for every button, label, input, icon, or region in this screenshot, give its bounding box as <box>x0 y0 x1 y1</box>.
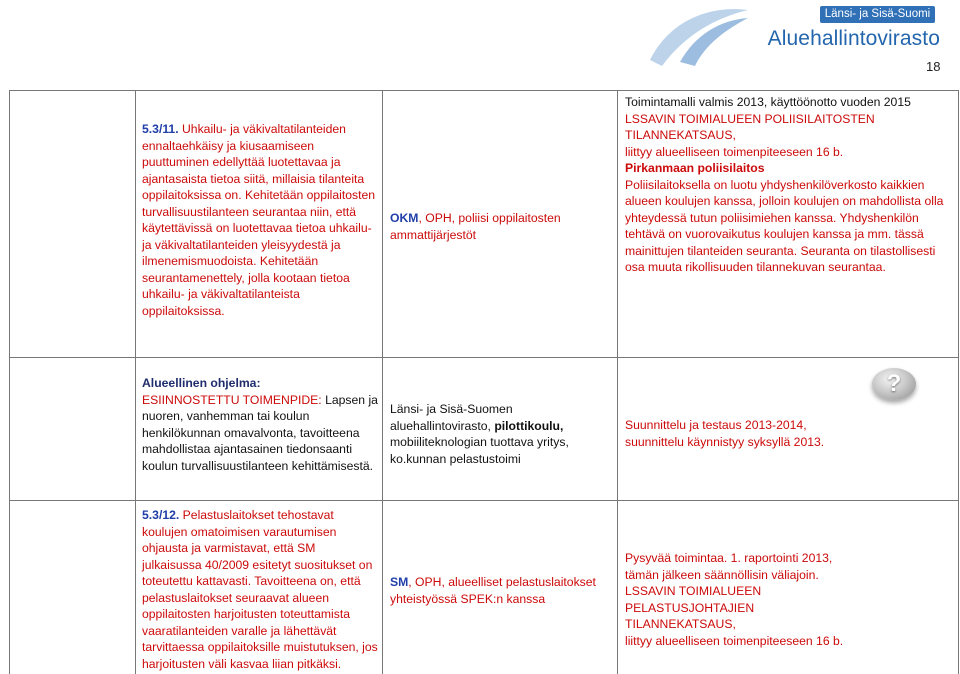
row3-status-cell <box>625 550 865 649</box>
row1-measure-cell <box>142 121 378 319</box>
page-number: 18 <box>926 59 941 74</box>
row1-status-cell <box>625 94 955 276</box>
row2-status-cell <box>625 417 865 450</box>
highlighted-measure: ESIINNOSTETTU TOIMENPIDE: <box>142 392 322 407</box>
responsible-lead: SM <box>390 575 409 589</box>
responsible-text-cont: mobiiliteknologian tuottava yritys, ko.kunnan pelastustoimi <box>390 435 569 466</box>
measure-id: 5.3/11. <box>142 122 179 136</box>
row3-responsible-cell <box>390 574 612 607</box>
responsible-text: , OPH, alueelliset pelastuslaitokset yhteistyössä SPEK:n kanssa <box>390 575 596 606</box>
status-text: Suunnittelu ja testaus 2013-2014, suunnittelu käynnistyy syksyllä 2013. <box>625 418 825 449</box>
measure-text: Pelastuslaitokset tehostavat koulujen omatoimisen varautumisen ohjausta ja varmistavat, että SM julkaisussa 40/2009 esitetyt suositukset on toteutettu kattavasti. Tavoitteena on, että pelastuslaitokset seuraavat alueen oppilaitosten harjoitusten toteuttamista vaaratilanteiden varalle ja lähettävät tarvittaessa oppilaitoksille muistutuksen, jos harjoitusten väli kasvaa liian pitkäksi. <box>142 508 378 671</box>
table-column-divider <box>382 90 383 674</box>
status-red-heading: LSSAVIN TOIMIALUEEN POLIISILAITOSTEN TILANNEKATSAUS, <box>625 111 875 142</box>
row1-responsible-cell <box>390 210 610 243</box>
row2-measure-cell <box>142 375 378 474</box>
status-intro: Pysyvää toimintaa. 1. raportointi 2013, tämän jälkeen säännöllisin väliajoin. <box>625 551 833 582</box>
status-red-heading: LSSAVIN TOIMIALUEEN PELASTUSJOHTAJIEN TILANNEKATSAUS, <box>625 584 762 631</box>
table-column-divider <box>617 90 618 674</box>
measure-text: Lapsen ja nuoren, vanhemman tai koulun henkilökunnan omavalvonta, tavoitteena mahdollistaa ajantasainen tiedonsaanti koulun turvallisuustilanteen kehittämisestä. <box>142 392 378 473</box>
table-row-divider <box>9 357 959 358</box>
status-link-note: liittyy alueelliseen toimenpiteeseen 16 b. <box>625 144 844 159</box>
row2-responsible-cell <box>390 401 612 467</box>
responsible-lead: OKM <box>390 211 419 225</box>
question-mark-icon: ? <box>872 368 916 400</box>
responsible-text: Länsi- ja Sisä-Suomen aluehallintovirasto, <box>390 402 513 433</box>
measure-id: 5.3/12. <box>142 508 180 522</box>
table-border-left <box>9 90 10 674</box>
row3-measure-cell <box>142 507 378 672</box>
responsible-bold: pilottikoulu, <box>494 418 564 433</box>
table-border-right <box>958 90 959 674</box>
status-description: Poliisilaitoksella on luotu yhdyshenkilöverkosto kaikkien alueen koulujen kanssa, jolloin koulujen on mahdollista olla yhteydessä tutun poliisimiehen kanssa. Yhdyshenkilön tehtävä on vuorovaikutus koulujen kanssa ja mm. tässä mainittujen tilanteiden seuranta. Seuranta on tilastollisesti osa muuta rikollisuuden tilannekuvan seurantaa. <box>625 177 944 274</box>
brand-region-label: Länsi- ja Sisä-Suomi <box>820 6 935 23</box>
status-link-note: liittyy alueelliseen toimenpiteeseen 16 b. <box>625 633 844 648</box>
responsible-text: , OPH, poliisi oppilaitosten ammattijärjestöt <box>390 211 561 242</box>
table-border-top <box>9 90 959 91</box>
brand-name: Aluehallintovirasto <box>767 27 940 50</box>
status-intro: Toimintamalli valmis 2013, käyttöönotto vuoden 2015 <box>625 95 911 109</box>
measure-text: Uhkailu- ja väkivaltatilanteiden ennaltaehkäisy ja kiusaamiseen puuttuminen edellyttää luotettavaa ja ajantasaista tietoa siitä, millaisia tilanteita oppilaitoksissa on. Kehitetään oppilaitosten turvallisuustilanteen seurantaa niin, että käytettävissä on luotettavaa tietoa uhkailu- ja väkivaltatilanteiden yleisyydestä ja ilmenemismuodoista. Kehitetään seurantamenettely, jolla kootaan tietoa uhkailu- ja väkivaltatilanteista oppilaitoksissa. <box>142 122 376 318</box>
table-column-divider <box>135 90 136 674</box>
program-heading: Alueellinen ohjelma: <box>142 376 261 390</box>
table-row-divider <box>9 500 959 501</box>
status-subheading: Pirkanmaan poliisilaitos <box>625 161 765 175</box>
